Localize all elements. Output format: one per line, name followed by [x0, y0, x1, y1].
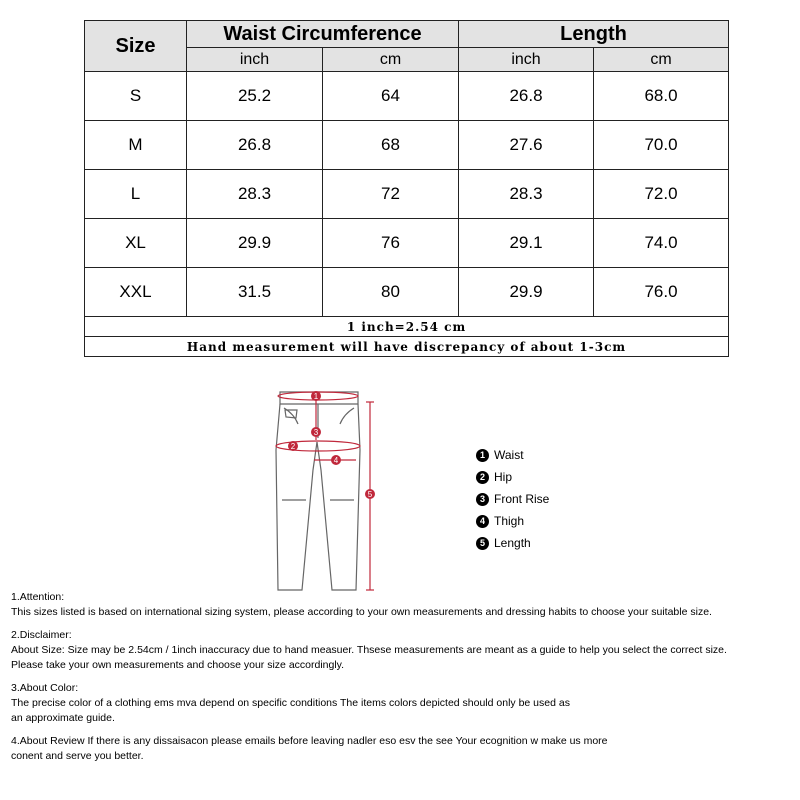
color-note: [11, 681, 796, 726]
unit-header: inch: [187, 48, 323, 72]
measurement-legend: [476, 444, 549, 554]
size-cell: XL: [85, 219, 187, 268]
note-line: The precise color of a clothing ems mva depend on specific conditions The items colors depicted should only be used as: [11, 697, 570, 709]
disclaimer-note: [11, 628, 796, 673]
legend-item: [476, 532, 549, 554]
legend-label: Length: [494, 536, 531, 550]
legend-item: [476, 466, 549, 488]
legend-label: Thigh: [494, 514, 525, 528]
table-row: [85, 219, 729, 268]
length-cm-cell: 74.0: [594, 219, 729, 268]
length-cm-cell: 68.0: [594, 72, 729, 121]
note-line: conent and serve you better.: [11, 750, 144, 762]
note-title: 2.Disclaimer:: [11, 629, 72, 641]
waist-inch-cell: 29.9: [187, 219, 323, 268]
size-cell: S: [85, 72, 187, 121]
length-inch-cell: 29.1: [459, 219, 594, 268]
length-inch-cell: 26.8: [459, 72, 594, 121]
pants-measurement-diagram: [262, 380, 392, 595]
number-2-icon: 2: [476, 471, 489, 484]
marker-label: 5: [367, 490, 373, 499]
waist-cm-cell: 68: [323, 121, 459, 170]
number-5-icon: 5: [476, 537, 489, 550]
notes-section: [11, 590, 796, 772]
note-title: 3.About Color:: [11, 682, 79, 694]
number-3-icon: 3: [476, 493, 489, 506]
unit-header: cm: [323, 48, 459, 72]
legend-item: [476, 510, 549, 532]
length-inch-cell: 28.3: [459, 170, 594, 219]
table-row: [85, 72, 729, 121]
length-inch-cell: 29.9: [459, 268, 594, 317]
size-cell: XXL: [85, 268, 187, 317]
legend-label: Front Rise: [494, 492, 550, 506]
discrepancy-note: Hand measurement will have discrepancy of about 1-3cm: [85, 337, 729, 357]
legend-label: Hip: [494, 470, 513, 484]
size-header: Size: [85, 21, 187, 72]
review-note: [11, 734, 796, 764]
table-row: [85, 121, 729, 170]
length-cm-cell: 70.0: [594, 121, 729, 170]
waist-inch-cell: 31.5: [187, 268, 323, 317]
waist-inch-cell: 26.8: [187, 121, 323, 170]
number-1-icon: 1: [476, 449, 489, 462]
length-cm-cell: 72.0: [594, 170, 729, 219]
legend-label: Waist: [494, 448, 524, 462]
note-line: an approximate guide.: [11, 712, 115, 724]
waist-cm-cell: 72: [323, 170, 459, 219]
note-line: This sizes listed is based on international sizing system, please according to your own measurements and dressing habits to choose your suitable size.: [11, 606, 712, 618]
note-line: Please take your own measurements and choose your size accordingly.: [11, 659, 345, 671]
waist-inch-cell: 25.2: [187, 72, 323, 121]
size-chart-table: [84, 20, 729, 357]
legend-item: [476, 444, 549, 466]
number-4-icon: 4: [476, 515, 489, 528]
unit-header: inch: [459, 48, 594, 72]
length-inch-cell: 27.6: [459, 121, 594, 170]
marker-label: 1: [313, 392, 319, 401]
waist-inch-cell: 28.3: [187, 170, 323, 219]
measurement-markers: [288, 391, 375, 499]
unit-header: cm: [594, 48, 729, 72]
pants-outline: [276, 392, 360, 590]
table-row: [85, 268, 729, 317]
attention-note: [11, 590, 796, 620]
marker-label: 2: [290, 442, 296, 451]
length-cm-cell: 76.0: [594, 268, 729, 317]
waist-cm-cell: 80: [323, 268, 459, 317]
note-title: 1.Attention:: [11, 591, 65, 603]
table-row: [85, 170, 729, 219]
marker-label: 4: [333, 456, 339, 465]
note-line: 4.About Review If there is any dissaisacon please emails before leaving nadler eso esv the see Your ecognition w make us more: [11, 735, 608, 747]
waist-header: Waist Circumference: [187, 21, 459, 48]
marker-label: 3: [313, 428, 319, 437]
legend-item: [476, 488, 549, 510]
note-line: About Size: Size may be 2.54cm / 1inch inaccuracy due to hand measuer. Thsese measurements are meant as a guide to help you select the correct size.: [11, 644, 727, 656]
waist-cm-cell: 76: [323, 219, 459, 268]
size-cell: M: [85, 121, 187, 170]
length-header: Length: [459, 21, 729, 48]
conversion-note: 1 inch=2.54 cm: [85, 317, 729, 337]
waist-cm-cell: 64: [323, 72, 459, 121]
size-cell: L: [85, 170, 187, 219]
